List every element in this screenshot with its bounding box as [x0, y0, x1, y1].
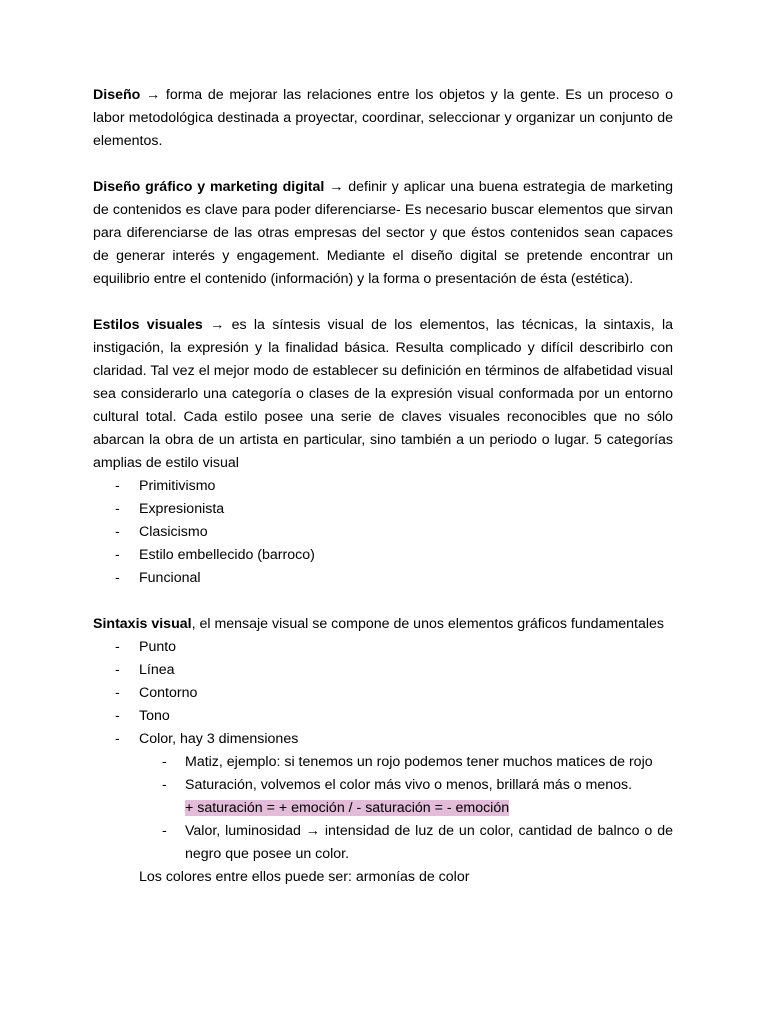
- paragraph-sintaxis-visual: [93, 613, 673, 636]
- definition-estilos-visuales: es la síntesis visual de los elementos, las técnicas, la sintaxis, la instigación, la expresión y la finalidad básica. Resulta complicado y difícil describirlo con claridad. Tal vez el mejor modo de establecer su definición en términos de alfabetidad visual sea considerarlo una categoría o clases de la expresión visual conformada por un entorno cultural total. Cada estilo posee una serie de claves visuales reconocibles que no sólo abarcan la obra de un artista en particular, sino también a un periodo o lugar. 5 categorías amplias de estilo visual: [93, 317, 674, 471]
- list-item-text: Saturación, volvemos el color más vivo o menos, brillará más o menos.: [185, 777, 633, 793]
- paragraph-diseno: [93, 84, 673, 153]
- dash-bullet: -: [115, 524, 120, 540]
- list-item: [93, 521, 673, 544]
- spacer: [93, 291, 673, 314]
- arrow: →: [140, 87, 166, 103]
- definition-diseno-grafico: definir y aplicar una buena estrategia de marketing de contenidos es clave para poder diferenciarse- Es necesario buscar elementos que sirvan para diferenciarse de las otras empresas del sector y que éstos contenidos sean capaces de generar interés y engagement. Mediante el diseño digital se pretende encontrar un equilibrio entre el contenido (información) y la forma o presentación de ésta (estética).: [93, 179, 674, 287]
- list-item-text: Línea: [139, 662, 175, 678]
- list-item: [93, 636, 673, 659]
- list-item: [93, 498, 673, 521]
- term-sintaxis-visual: Sintaxis visual: [93, 616, 192, 632]
- dash-bullet: -: [162, 754, 167, 770]
- list-item-text: Punto: [139, 639, 177, 655]
- list-item: [93, 682, 673, 705]
- dash-bullet: -: [115, 501, 120, 517]
- sintaxis-list: [93, 636, 673, 866]
- term-diseno-grafico: Diseño gráfico y marketing digital: [93, 179, 325, 195]
- list-item-text: Color, hay 3 dimensiones: [139, 731, 299, 747]
- dash-bullet: -: [162, 777, 167, 793]
- list-item-text: Expresionista: [139, 501, 225, 517]
- dash-bullet: -: [115, 639, 120, 655]
- colores-footer-line: Los colores entre ellos puede ser: armonías de color: [139, 869, 470, 885]
- list-item-text: Tono: [139, 708, 170, 724]
- document-page: [93, 84, 673, 889]
- highlighted-text: + saturación = + emoción / - saturación = - emoción: [185, 800, 510, 816]
- valor-label: Valor, luminosidad: [185, 823, 301, 839]
- dash-bullet: -: [115, 547, 120, 563]
- term-estilos-visuales: Estilos visuales: [93, 317, 203, 333]
- dash-bullet: -: [115, 478, 120, 494]
- list-item: [93, 567, 673, 590]
- definition-sintaxis-visual: , el mensaje visual se compone de unos elementos gráficos fundamentales: [191, 616, 664, 632]
- list-item-text: Clasicismo: [139, 524, 208, 540]
- paragraph-diseno-grafico: [93, 176, 673, 291]
- list-item-text: Funcional: [139, 570, 201, 586]
- list-item: [93, 544, 673, 567]
- dash-bullet: -: [162, 823, 167, 839]
- valor-text: intensidad de luz de un color, cantidad de balnco o de negro que posee un color.: [185, 823, 674, 862]
- list-item: [93, 728, 673, 751]
- estilos-list: [93, 475, 673, 590]
- dash-bullet: -: [115, 708, 120, 724]
- sub-list-item-saturacion: [93, 774, 673, 820]
- spacer: [93, 153, 673, 176]
- definition-diseno: forma de mejorar las relaciones entre los objetos y la gente. Es un proceso o labor metodológica destinada a proyectar, coordinar, seleccionar y organizar un conjunto de elementos.: [93, 87, 673, 149]
- paragraph-estilos-visuales: [93, 314, 673, 475]
- list-item: [93, 705, 673, 728]
- dash-bullet: -: [115, 731, 120, 747]
- list-item-text: Contorno: [139, 685, 198, 701]
- sub-list-item-matiz: [93, 751, 673, 774]
- list-item-text: Estilo embellecido (barroco): [139, 547, 315, 563]
- spacer: [93, 590, 673, 613]
- list-item-text: Primitivismo: [139, 478, 216, 494]
- sub-list-item-valor: [93, 820, 673, 866]
- dash-bullet: -: [115, 570, 120, 586]
- arrow: →: [202, 317, 232, 333]
- arrow: →: [324, 179, 349, 195]
- dash-bullet: -: [115, 662, 120, 678]
- dash-bullet: -: [115, 685, 120, 701]
- term-diseno: Diseño: [93, 87, 141, 103]
- list-item: [93, 659, 673, 682]
- arrow: →: [300, 823, 325, 839]
- list-item: [93, 475, 673, 498]
- list-item-text: Matiz, ejemplo: si tenemos un rojo podemos tener muchos matices de rojo: [185, 754, 653, 770]
